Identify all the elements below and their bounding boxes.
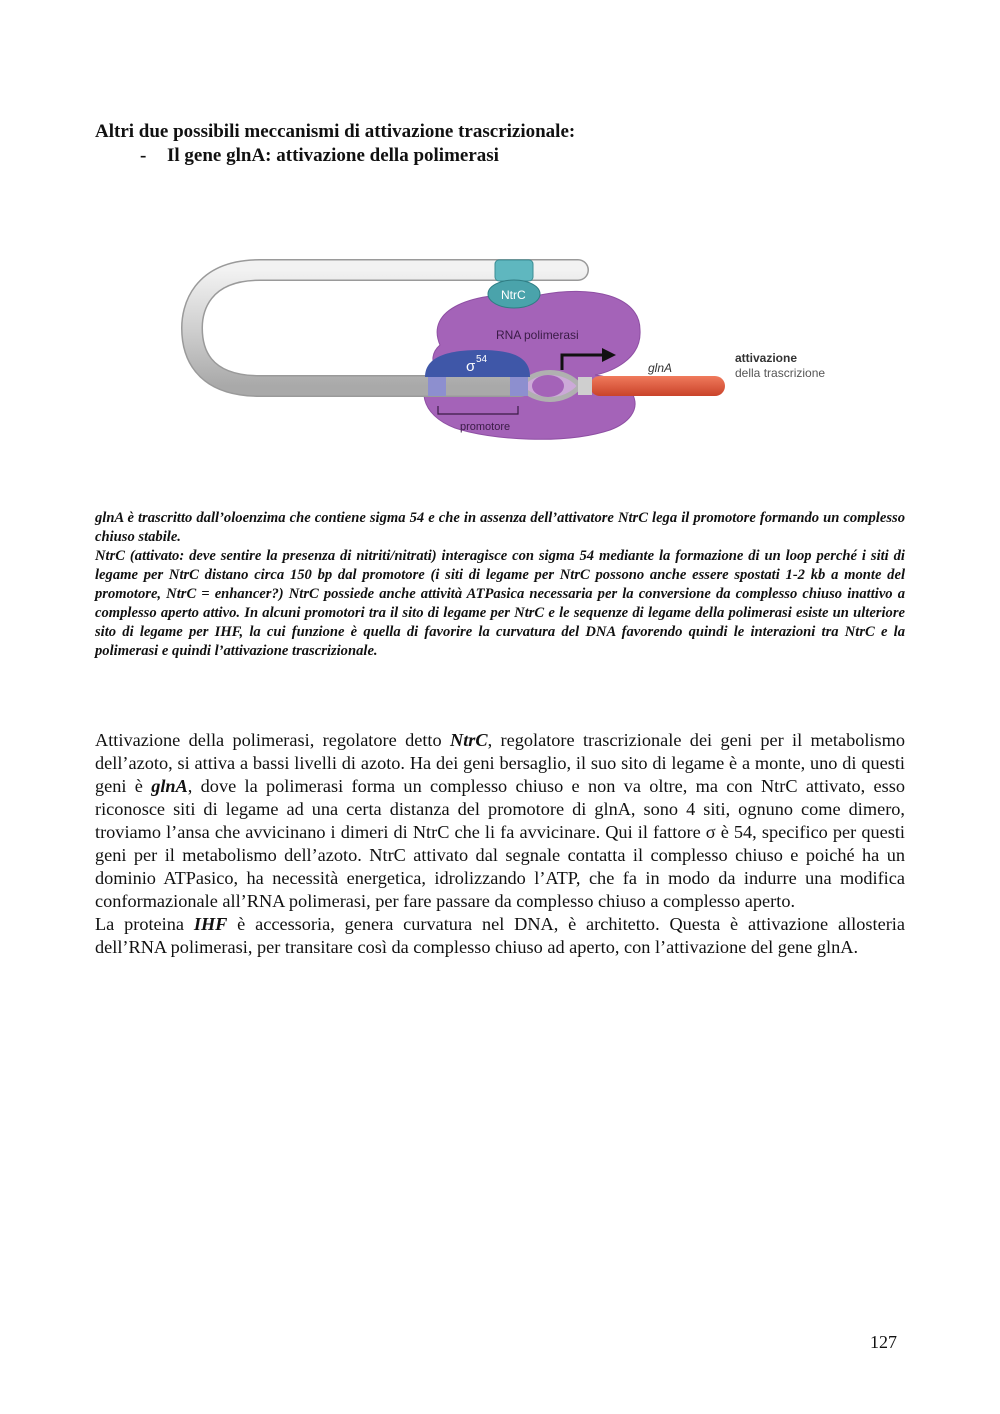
subsection-title: Il gene glnA: attivazione della polimerasi	[167, 145, 499, 166]
promoter-box-right	[510, 377, 528, 396]
sigma-label: σ	[466, 358, 476, 375]
body-paragraph-1	[95, 729, 905, 913]
body-text-span: La proteina	[95, 914, 194, 934]
ntrc-emphasis: NtrC	[450, 730, 488, 750]
body-text-span: , regolatore trascrizionale dei geni per il metabolismo dell’azoto, si attiva a bassi livelli di azoto. Ha dei geni bersaglio, il suo sito di legame è a monte, uno di questi geni è	[95, 730, 905, 796]
activation-label-line2: della trascrizione	[735, 366, 826, 380]
glna-gene-dna	[590, 376, 725, 396]
activation-label-line1: attivazione	[735, 351, 798, 365]
ihf-emphasis: IHF	[193, 914, 228, 934]
body-text-span: è accessoria, genera curvatura nel DNA, è architetto. Questa è attivazione allosteria dell’RNA polimerasi, per transitare così da complesso chiuso ad aperto, con l’attivazione del gene glnA.	[95, 914, 905, 957]
gene-label: glnA	[648, 361, 673, 375]
glna-diagram	[170, 250, 840, 440]
body-text-span: , dove la polimerasi forma un complesso chiuso e non va oltre, ma con NtrC attivato, esso riconosce siti di legame ad una certa distanza del promotore di glnA, sono 4 siti, ognuno come dimero, troviamo l’ansa che avvicinano i dimeri di NtrC che li fa avvicinare. Qui il fattore σ è 54, specifico per questi geni per il metabolismo dell’azoto. NtrC attivato dal segnale contatta il complesso chiuso e poiché ha un dominio ATPasico, ha necessità energetica, idrolizzando l’ATP, che fa in modo da indurre una modifica conformazionale all’RNA polimerasi, per fare passare da complesso chiuso a complesso aperto.	[95, 776, 905, 911]
sigma-superscript: 54	[476, 354, 488, 365]
promoter-label: promotore	[460, 421, 511, 433]
body-text	[95, 729, 905, 959]
glna-emphasis: glnA	[151, 776, 188, 796]
promoter-box-left	[428, 377, 446, 396]
page-number: 127	[870, 1332, 897, 1352]
glna-activation-figure	[170, 250, 840, 440]
body-text-span: Attivazione della polimerasi, regolatore detto	[95, 730, 450, 750]
body-paragraph-2	[95, 913, 905, 959]
figure-caption: glnA è trascritto dall’oloenzima che contiene sigma 54 e che in assenza dell’attivatore NtrC lega il promotore formando un complesso chiuso stabile. NtrC (attivato: deve sentire la presenza di nitriti/nitrati) interagisce con sigma 54 mediante la formazione di un loop perché i siti di legame per NtrC distano circa 150 bp dal promotore (i siti di legame per NtrC possono anche essere spostati 1-2 kb a monte del promotore, NtrC = enhancer?) NtrC possiede anche attività ATPasica necessaria per la conversione da complesso chiuso inattivo a complesso aperto attivo. In alcuni promotori tra il sito di legame per NtrC e le sequenze di legame della polimerasi esiste un ulteriore sito di legame per IHF, la cui funzione è quella di favorire la curvatura del DNA favorendo quindi le interazioni tra NtrC e la polimerasi e quindi l’attivazione trascrizionale.	[95, 510, 905, 659]
ntrc-label: NtrC	[501, 288, 526, 302]
section-heading: Altri due possibili meccanismi di attivazione trascrizionale:	[95, 121, 576, 142]
rnap-label: RNA polimerasi	[496, 328, 579, 342]
subsection-heading	[140, 144, 499, 168]
bullet-dash: -	[140, 145, 147, 166]
ntrc-binding-site	[495, 260, 533, 281]
